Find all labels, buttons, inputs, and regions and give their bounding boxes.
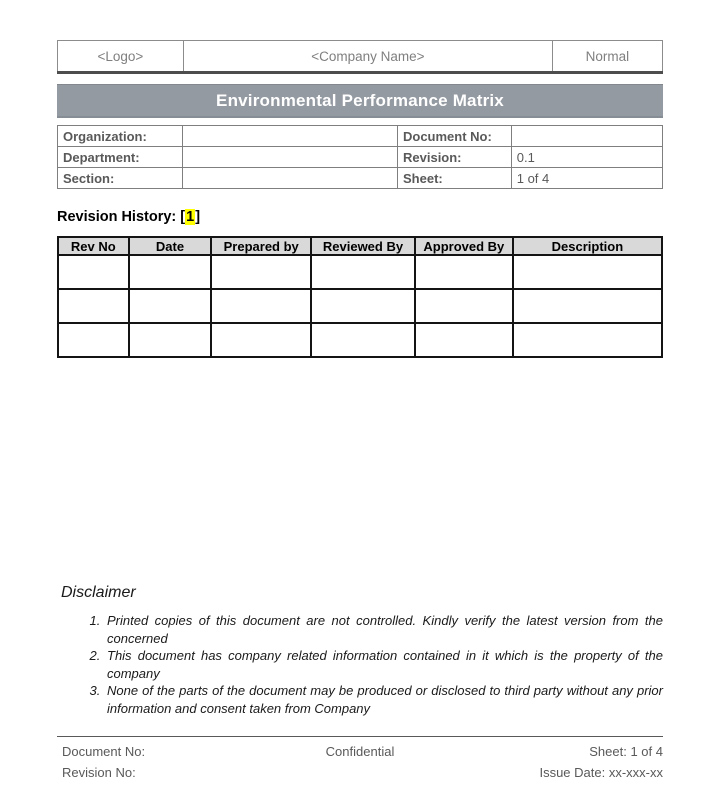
revision-cell[interactable] xyxy=(415,289,513,323)
revision-cell[interactable] xyxy=(415,255,513,289)
document-content xyxy=(57,40,663,717)
header-table xyxy=(57,40,663,74)
header-row xyxy=(58,41,663,73)
department-label: Department: xyxy=(58,147,183,168)
revision-history-label: Revision History: xyxy=(57,209,181,225)
revision-cell[interactable] xyxy=(311,323,415,357)
document-no-label: Document No: xyxy=(398,126,512,147)
date-column-header: Date xyxy=(129,237,212,255)
revision-row xyxy=(58,289,662,323)
revision-cell[interactable] xyxy=(129,323,212,357)
sheet-label: Sheet: xyxy=(398,168,512,189)
revision-cell[interactable] xyxy=(58,255,129,289)
info-row xyxy=(58,147,663,168)
prepared-by-column-header: Prepared by xyxy=(211,237,311,255)
revision-cell[interactable] xyxy=(513,289,662,323)
disclaimer-list xyxy=(57,612,663,717)
revision-value: 0.1 xyxy=(511,147,662,168)
revision-history-heading xyxy=(57,209,663,225)
footer-issue-date: Issue Date: xx-xxx-xx xyxy=(539,765,663,780)
footer-right xyxy=(461,741,663,783)
revision-history-ref-highlight: 1 xyxy=(186,209,195,225)
sheet-value: 1 of 4 xyxy=(511,168,662,189)
document-no-value[interactable] xyxy=(511,126,662,147)
revision-cell[interactable] xyxy=(211,255,311,289)
logo-placeholder: <Logo> xyxy=(58,41,184,73)
bracket-open: [ xyxy=(180,209,186,225)
footer-revision-no: Revision No: xyxy=(62,765,136,780)
revision-cell[interactable] xyxy=(311,255,415,289)
revision-cell[interactable] xyxy=(513,255,662,289)
section-value[interactable] xyxy=(182,168,397,189)
page-footer xyxy=(57,736,663,783)
approved-by-column-header: Approved By xyxy=(415,237,513,255)
footer-sheet: Sheet: 1 of 4 xyxy=(589,744,663,759)
document-title: Environmental Performance Matrix xyxy=(216,90,504,110)
company-name-placeholder: <Company Name> xyxy=(183,41,552,73)
disclaimer-section xyxy=(57,584,663,717)
section-label: Section: xyxy=(58,168,183,189)
revision-cell[interactable] xyxy=(415,323,513,357)
revision-row xyxy=(58,323,662,357)
revision-history-table xyxy=(57,236,663,358)
info-row xyxy=(58,126,663,147)
organization-value[interactable] xyxy=(182,126,397,147)
classification-cell: Normal xyxy=(552,41,662,73)
revision-cell[interactable] xyxy=(211,289,311,323)
document-info-table xyxy=(57,125,663,189)
revision-cell[interactable] xyxy=(129,255,212,289)
reviewed-by-column-header: Reviewed By xyxy=(311,237,415,255)
disclaimer-item: 1. Printed copies of this document are not controlled. Kindly verify the latest version from the concerned xyxy=(104,612,663,647)
department-value[interactable] xyxy=(182,147,397,168)
revision-cell[interactable] xyxy=(58,289,129,323)
bracket-close: ] xyxy=(195,209,201,225)
footer-confidential: Confidential xyxy=(325,744,395,759)
organization-label: Organization: xyxy=(58,126,183,147)
revision-cell[interactable] xyxy=(211,323,311,357)
info-row xyxy=(58,168,663,189)
footer-document-no: Document No: xyxy=(62,744,146,759)
description-column-header: Description xyxy=(513,237,662,255)
revision-label: Revision: xyxy=(398,147,512,168)
disclaimer-item: 3. None of the parts of the document may be produced or disclosed to third party without any prior information and consent taken from Company xyxy=(104,682,663,717)
revision-cell[interactable] xyxy=(129,289,212,323)
rev-no-column-header: Rev No xyxy=(58,237,129,255)
revision-cell[interactable] xyxy=(513,323,662,357)
disclaimer-item: 2. This document has company related information contained in it which is the property of the company xyxy=(104,647,663,682)
document-title-bar xyxy=(57,84,663,118)
revision-cell[interactable] xyxy=(311,289,415,323)
disclaimer-heading: Disclaimer xyxy=(61,584,136,601)
footer-left xyxy=(57,741,259,783)
revision-header-row xyxy=(58,237,662,255)
revision-row xyxy=(58,255,662,289)
revision-cell[interactable] xyxy=(58,323,129,357)
